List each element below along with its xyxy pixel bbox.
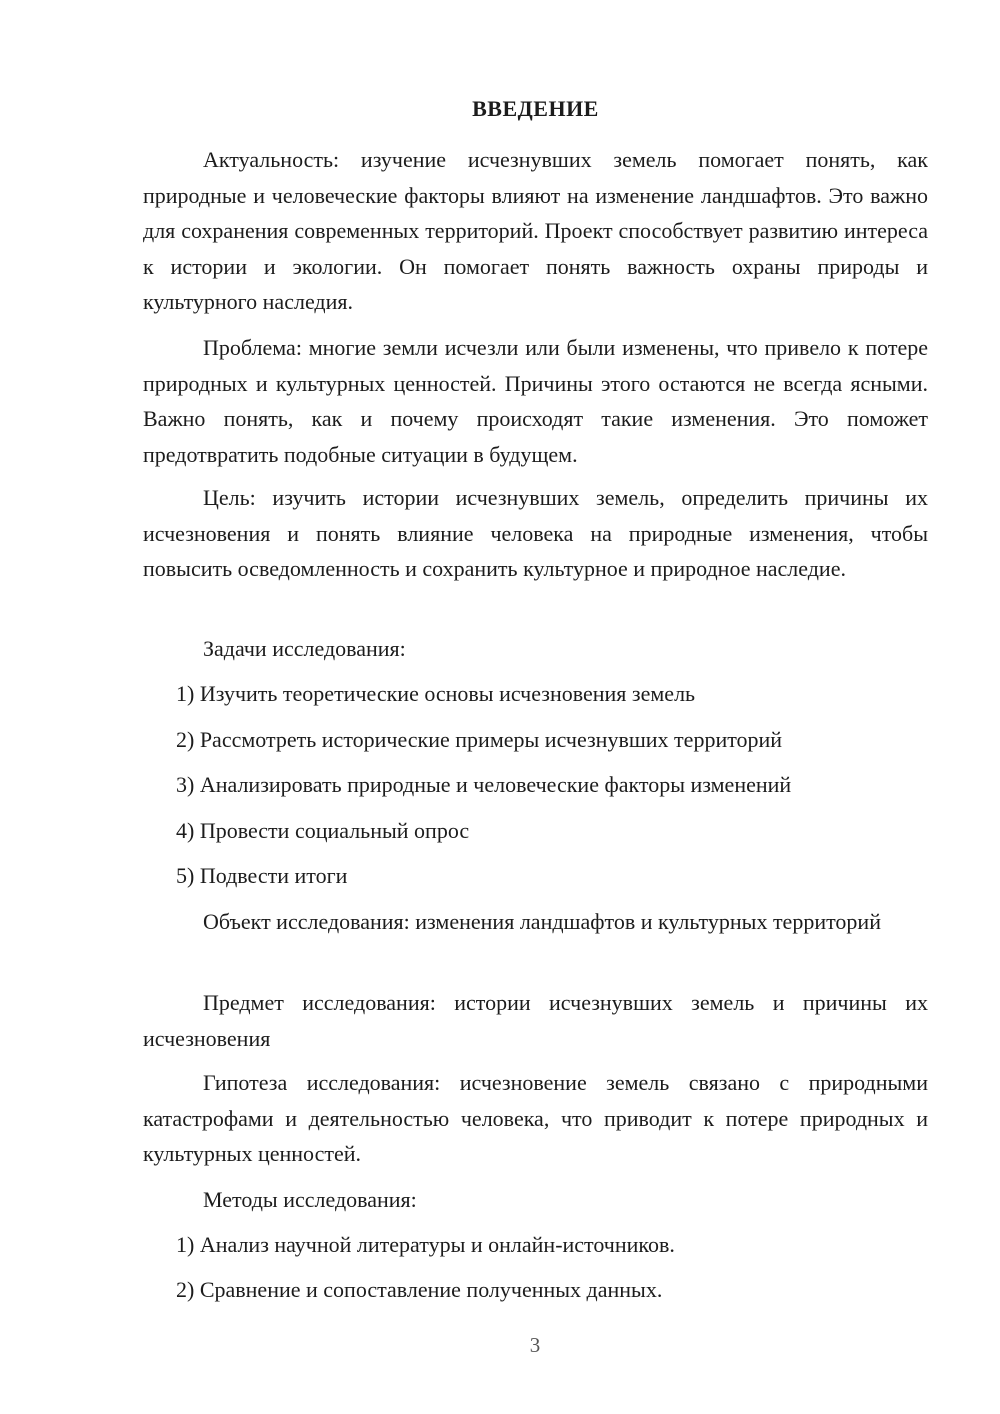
- object-paragraph: Объект исследования: изменения ландшафтов и культурных территорий: [203, 909, 881, 934]
- tasks-heading: Задачи исследования:: [203, 636, 406, 661]
- task-item: 4) Провести социальный опрос: [176, 818, 470, 843]
- hypothesis-paragraph: Гипотеза исследования: исчезновение земель связано с природными катастрофами и деятельностью человека, что приводит к потере природных и культурных ценностей.: [143, 1070, 928, 1167]
- task-item: 1) Изучить теоретические основы исчезновения земель: [176, 681, 696, 706]
- method-item: 2) Сравнение и сопоставление полученных данных.: [176, 1277, 663, 1302]
- task-item: 2) Рассмотреть исторические примеры исчезнувших территорий: [176, 727, 783, 752]
- goal-paragraph: Цель: изучить истории исчезнувших земель, определить причины их исчезновения и понять влияние человека на природные изменения, чтобы повысить осведомленность и сохранить культурное и природное наследие.: [143, 485, 928, 582]
- relevance-paragraph: Актуальность: изучение исчезнувших земель помогает понять, как природные и человеческие факторы влияют на изменение ландшафтов. Это важно для сохранения современных территорий. Проект способствует развитию интереса к истории и экологии. Он помогает понять важность охраны природы и культурного наследия.: [143, 147, 928, 315]
- problem-paragraph: Проблема: многие земли исчезли или были изменены, что привело к потере природных и культурных ценностей. Причины этого остаются не всегда ясными. Важно понять, как и почему происходят такие изменения. Это поможет предотвратить подобные ситуации в будущем.: [143, 335, 928, 467]
- page-number: 3: [529, 1333, 541, 1357]
- section-heading: ВВЕДЕНИЕ: [472, 96, 599, 121]
- method-item: 1) Анализ научной литературы и онлайн-источников.: [176, 1232, 675, 1257]
- subject-paragraph: Предмет исследования: истории исчезнувших земель и причины их исчезновения: [143, 990, 928, 1051]
- task-item: 5) Подвести итоги: [176, 863, 348, 888]
- methods-heading: Методы исследования:: [203, 1187, 417, 1212]
- task-item: 3) Анализировать природные и человеческие факторы изменений: [176, 772, 792, 797]
